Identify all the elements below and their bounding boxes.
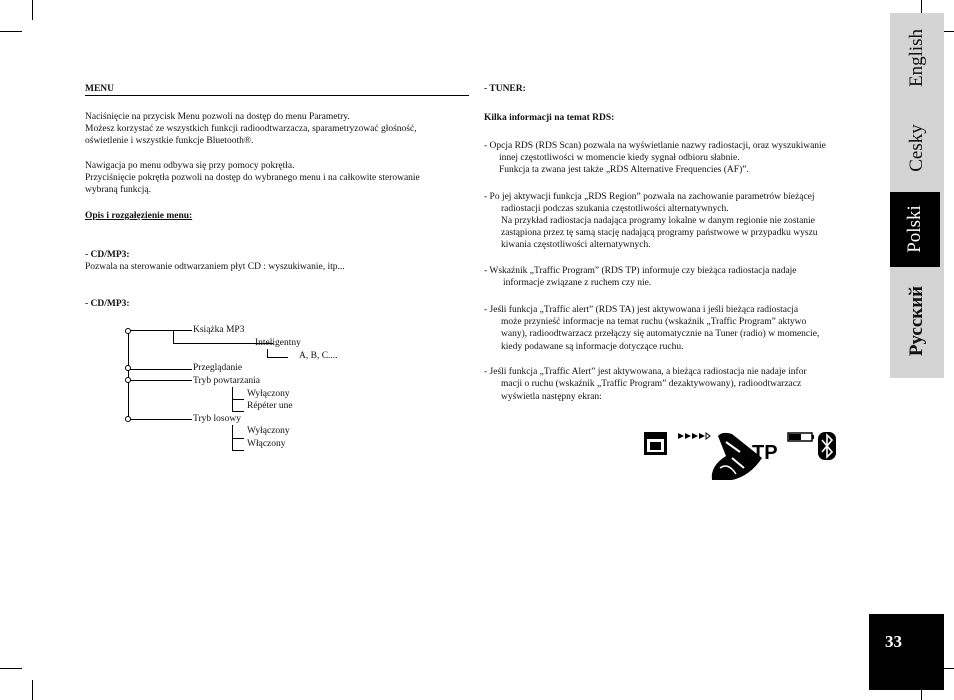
crop-mark (32, 680, 33, 700)
tab-russian[interactable]: Русский (906, 285, 927, 357)
tp-indicator: TP (752, 442, 778, 464)
cd2-title: - CD/MP3: (85, 299, 130, 309)
cd1-title: - CD/MP3: (85, 250, 130, 260)
crop-mark (32, 0, 33, 20)
menu-heading: MENU (85, 84, 115, 94)
folder-icon (644, 432, 667, 455)
tree-browse: Przeglądanie (193, 363, 243, 373)
tuner-heading: - TUNER: (484, 84, 526, 94)
cd1-text: Pozwala na sterowanie odtwarzaniem płyt CD : wyszukiwanie, itp... (85, 262, 345, 272)
tab-cesky[interactable]: Cesky (906, 124, 927, 172)
tree-random-mode: Tryb losowy (193, 414, 241, 424)
para1-line3: oświetlenie i wszystkie funkcje Bluetooth®. (85, 136, 254, 146)
tree-node-dot (125, 328, 131, 334)
para2-line3: wybraną funkcją. (85, 185, 151, 195)
crop-mark (0, 668, 22, 669)
lcd-display (640, 428, 840, 480)
rds-subheading: Kilka informacji na temat RDS: (484, 113, 615, 123)
tree-random-off: Wyłączony (247, 426, 290, 436)
menu-subheading: Opis i rozgałęzienie menu: (85, 211, 193, 221)
tree-repeat-one: Répéter une (247, 401, 293, 411)
crop-mark (0, 31, 22, 32)
para2-line2: Przyciśnięcie pokrętła pozwoli na dostęp do wybranego menu i na całkowite sterowanie (85, 173, 420, 183)
para2-line1: Nawigacja po menu odbywa się przy pomocy pokrętła. (85, 161, 295, 171)
page-number: 33 (885, 632, 902, 651)
para1-line1: Naciśnięcie na przycisk Menu pozwoli na dostęp do menu Parametry. (85, 112, 350, 122)
tree-node-dot (125, 365, 131, 371)
tree-repeat-mode: Tryb powtarzania (193, 376, 260, 386)
signal-strength-icon (678, 433, 710, 439)
tree-smart: Inteligentny (255, 338, 301, 348)
heading-rule (85, 95, 469, 96)
page-number-box (869, 614, 944, 690)
tab-polski[interactable]: Polski (890, 192, 940, 267)
tree-mp3-book: Książka MP3 (193, 325, 245, 335)
battery-icon (788, 433, 814, 441)
tree-random-on: Włączony (247, 439, 286, 449)
tree-repeat-off: Wyłączony (247, 389, 290, 399)
tree-abc: A, B, C.... (299, 351, 338, 361)
bluetooth-icon (818, 432, 836, 460)
para1-line2: Możesz korzystać ze wszystkich funkcji radioodtwarzacza, sparametryzować głośność, (85, 124, 417, 134)
tab-english[interactable]: English (906, 28, 927, 88)
